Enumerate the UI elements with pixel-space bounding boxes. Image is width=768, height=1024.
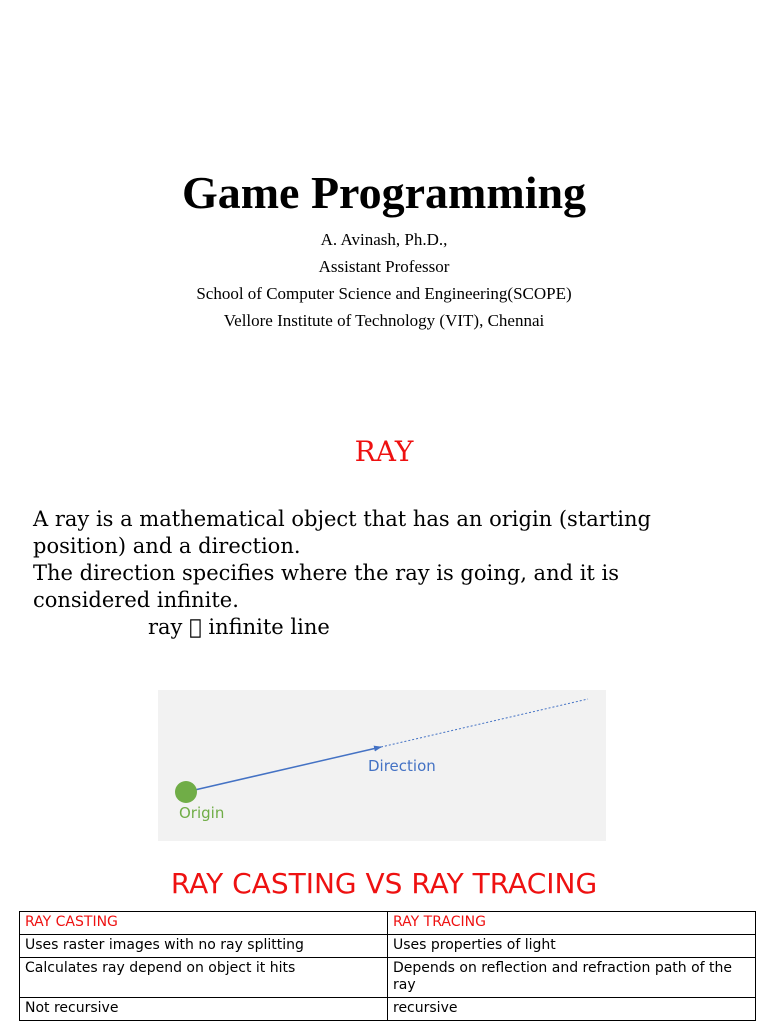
author-info [0,228,768,336]
author-position: Assistant Professor [318,257,450,276]
table-cell: Not recursive [20,998,388,1021]
direction-dotted-line [381,699,588,747]
table-row [20,958,756,998]
ray-diagram [158,690,606,841]
page-title: Game Programming [181,167,587,218]
direction-arrow [186,747,381,792]
table-row [20,998,756,1021]
ray-paragraph-1: A ray is a mathematical object that has an origin (starting position) and a direction. [33,507,651,558]
table-cell: Uses properties of light [388,935,756,958]
header-ray-tracing: RAY TRACING [388,912,756,935]
table-cell: Depends on reflection and refraction path of the ray [388,958,756,998]
table-cell: recursive [388,998,756,1021]
author-school: School of Computer Science and Engineering(SCOPE) [196,284,572,303]
author-name: A. Avinash, Ph.D., [320,230,448,249]
origin-label: Origin [179,804,225,822]
origin-point [175,781,197,803]
ray-paragraph-3: ray   infinite line [148,615,330,639]
ray-diagram-svg [158,690,606,841]
ray-description [33,506,733,641]
table-row [20,935,756,958]
header-ray-casting: RAY CASTING [20,912,388,935]
table-cell: Uses raster images with no ray splitting [20,935,388,958]
ray-paragraph-2: The direction specifies where the ray is going, and it is considered infinite. [33,561,620,612]
table-cell: Calculates ray depend on object it hits [20,958,388,998]
direction-label: Direction [368,757,436,775]
table-header-row [20,912,756,935]
author-institute: Vellore Institute of Technology (VIT), Chennai [223,311,545,330]
ray-heading: RAY [354,435,414,468]
comparison-table [19,911,756,1021]
comparison-heading: RAY CASTING VS RAY TRACING [170,867,598,900]
